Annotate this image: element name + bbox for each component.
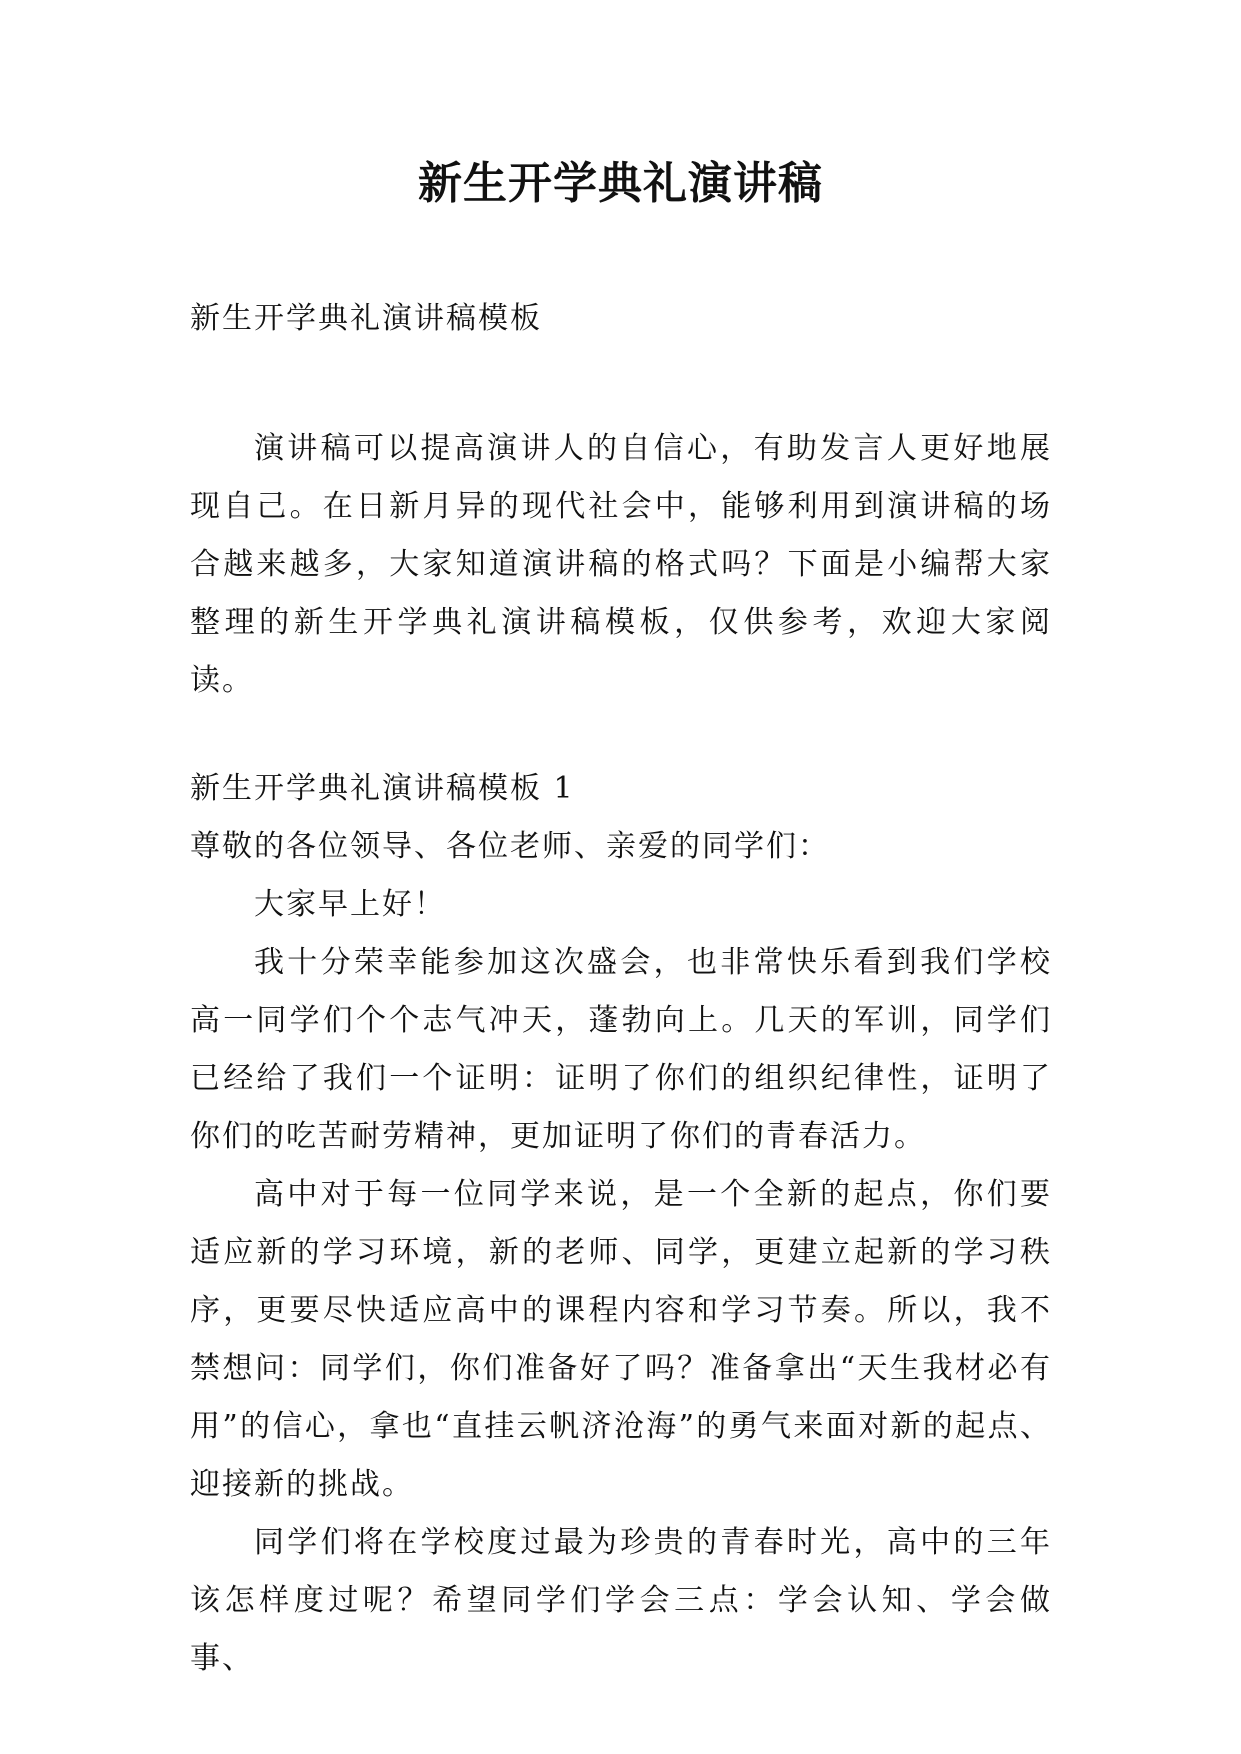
document-subtitle: 新生开学典礼演讲稿模板 bbox=[190, 301, 542, 336]
body-paragraph-2: 高中对于每一位同学来说，是一个全新的起点，你们要适应新的学习环境，新的老师、同学，更建立起新的学习秩序，更要尽快适应高中的课程内容和学习节奏。所以，我不禁想问：同学们，你们准备好了吗？准备拿出“天生我材必有用”的信心，拿也“直挂云帆济沧海”的勇气来面对新的起点、迎接新的挑战。 bbox=[190, 1177, 1052, 1502]
body-paragraph-1: 我十分荣幸能参加这次盛会，也非常快乐看到我们学校高一同学们个个志气冲天，蓬勃向上。几天的军训，同学们已经给了我们一个证明：证明了你们的组织纪律性，证明了你们的吃苦耐劳精神，更加证明了你们的青春活力。 bbox=[190, 945, 1052, 1154]
greeting: 大家早上好！ bbox=[254, 887, 446, 922]
document-body bbox=[190, 290, 1052, 1688]
spacer bbox=[190, 348, 1052, 420]
salutation: 尊敬的各位领导、各位老师、亲爱的同学们： bbox=[190, 829, 830, 864]
section-title: 新生开学典礼演讲稿模板 1 bbox=[190, 771, 575, 806]
intro-paragraph: 演讲稿可以提高演讲人的自信心，有助发言人更好地展现自己。在日新月异的现代社会中，能够利用到演讲稿的场合越来越多，大家知道演讲稿的格式吗？下面是小编帮大家整理的新生开学典礼演讲稿模板，仅供参考，欢迎大家阅读。 bbox=[190, 431, 1052, 698]
spacer bbox=[190, 710, 1052, 760]
document-title: 新生开学典礼演讲稿 bbox=[418, 158, 823, 209]
body-paragraph-3: 同学们将在学校度过最为珍贵的青春时光，高中的三年该怎样度过呢？希望同学们学会三点：学会认知、学会做事、 bbox=[190, 1525, 1052, 1676]
